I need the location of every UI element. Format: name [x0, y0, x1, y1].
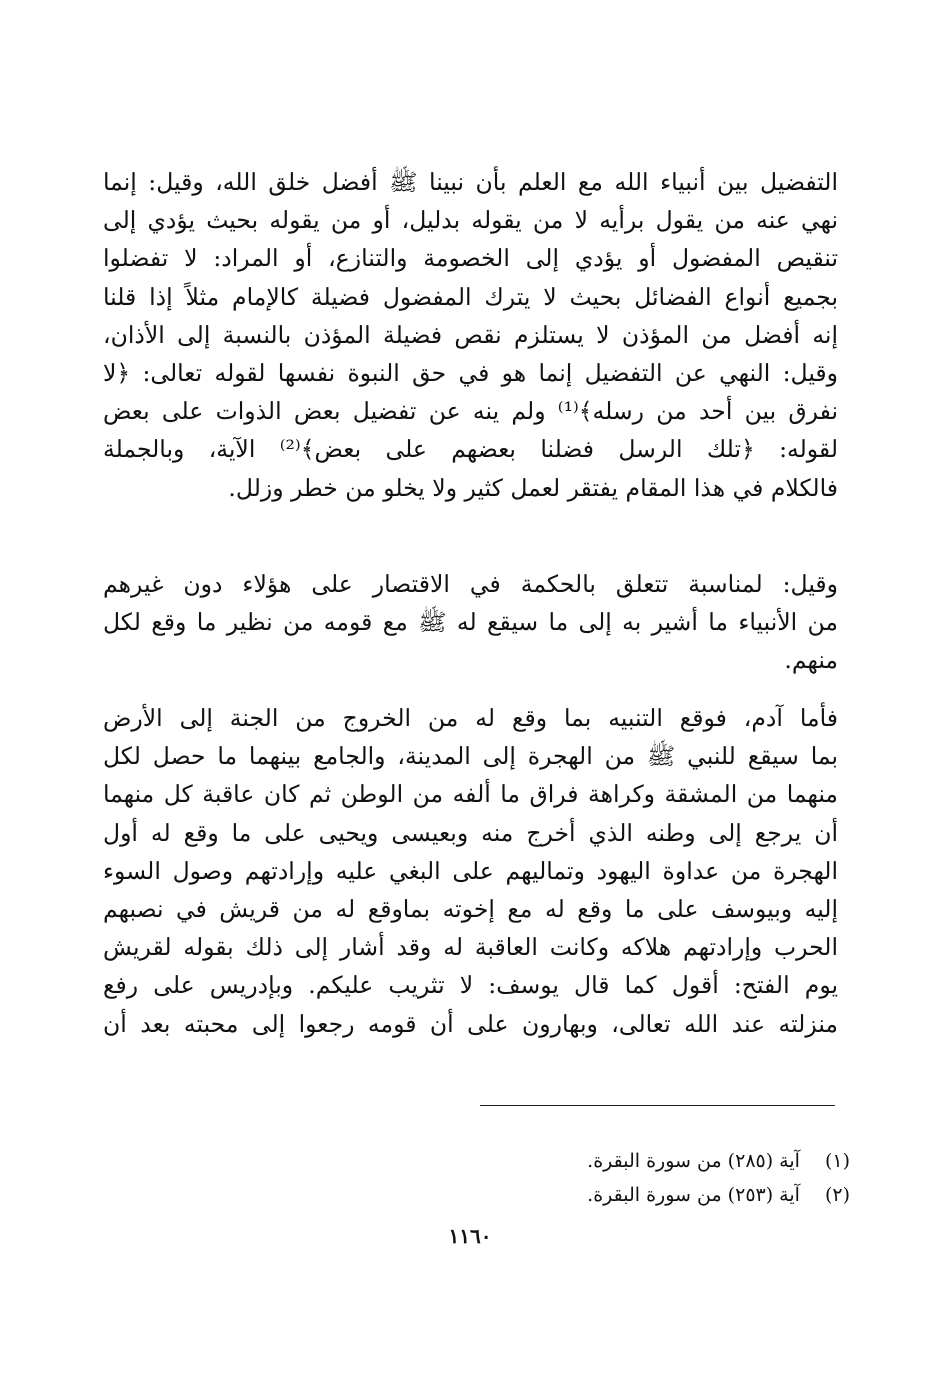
footnote-number: (١): [824, 1150, 850, 1172]
paragraph-3: [103, 699, 838, 1043]
text-line: تنقيص المفضول أو يؤدي إلى الخصومة والتنازع، أو المراد: لا تفضلوا: [103, 244, 838, 273]
text-line: بجميع أنواع الفضائل بحيث لا يترك المفضول فضيلة كالإمام مثلاً إذا قلنا: [103, 282, 838, 311]
footnote-1: [460, 1144, 850, 1178]
page-number: ١١٦٠: [448, 1224, 492, 1248]
text-line: الهجرة من عداوة اليهود وتماليهم على البغي عليه وإرادتهم وصول السوء: [103, 856, 838, 885]
text-line: نهي عنه من يقول برأيه لا من يقوله بدليل، أو من يقوله بحيث يؤدي إلى: [103, 206, 838, 235]
text-line: التفضيل بين أنبياء الله مع العلم بأن نبينا ﷺ أفضل خلق الله، وقيل: إنما: [103, 168, 838, 196]
footnote-2: [460, 1178, 850, 1212]
text-line: أن يرجع إلى وطنه الذي أخرج منه وبعيسى ويحيى على ما وقع له أول: [103, 818, 838, 847]
text-line: يوم الفتح: أقول كما قال يوسف: لا تثريب عليكم. وبإدريس على رفع: [103, 971, 838, 1000]
footnote-divider: [480, 1105, 835, 1106]
text-line: من الأنبياء ما أشير به إلى ما سيقع له ﷺ مع قومه من نظير ما وقع لكل: [103, 608, 838, 637]
footnotes: [460, 1144, 850, 1212]
text-line: إنه أفضل من المؤذن لا يستلزم نقص فضيلة المؤذن بالنسبة إلى الأذان،: [103, 320, 838, 349]
text-line: منزلته عند الله تعالى، وبهارون على أن قومه رجعوا إلى محبته بعد أن: [103, 1009, 838, 1038]
text-line: إليه وبيوسف على ما وقع له مع إخوته بماوقع له من قريش في نصبهم: [103, 894, 838, 923]
text-line: فأما آدم، فوقع التنبيه بما وقع له من الخروج من الجنة إلى الأرض: [103, 704, 838, 732]
text-line: لقوله: ﴿تلك الرسل فضلنا بعضهم على بعض﴾⁽²⁾ الآية، وبالجملة: [103, 435, 838, 464]
footnote-number: (٢): [824, 1184, 850, 1206]
footnote-text: آية (٢٥٣) من سورة البقرة.: [587, 1184, 800, 1206]
paragraph-1: [103, 163, 838, 507]
text-line: وقيل: لمناسبة تتعلق بالحكمة في الاقتصار على هؤلاء دون غيرهم: [103, 570, 838, 598]
text-line: بما سيقع للنبي ﷺ من الهجرة إلى المدينة، والجامع بينهما ما حصل لكل: [103, 742, 838, 771]
text-line: منهم.: [784, 646, 838, 675]
text-line: فالكلام في هذا المقام يفتقر لعمل كثير ولا يخلو من خطر وزلل.: [228, 473, 838, 502]
text-line: منهما من المشقة وكراهة فراق ما ألفه من الوطن ثم كان عاقبة كل منهما: [103, 780, 838, 809]
paragraph-2: [103, 565, 838, 680]
footnote-text: آية (٢٨٥) من سورة البقرة.: [587, 1150, 800, 1172]
text-line: الحرب وإرادتهم هلاكه وكانت العاقبة له وقد أشار إلى ذلك بقوله لقريش: [103, 933, 838, 962]
text-line: وقيل: النهي عن التفضيل إنما هو في حق النبوة نفسها لقوله تعالى: ﴿لا: [103, 358, 838, 387]
text-line: نفرق بين أحد من رسله﴾⁽¹⁾ ولم ينه عن تفضيل بعض الذوات على بعض: [103, 397, 839, 426]
